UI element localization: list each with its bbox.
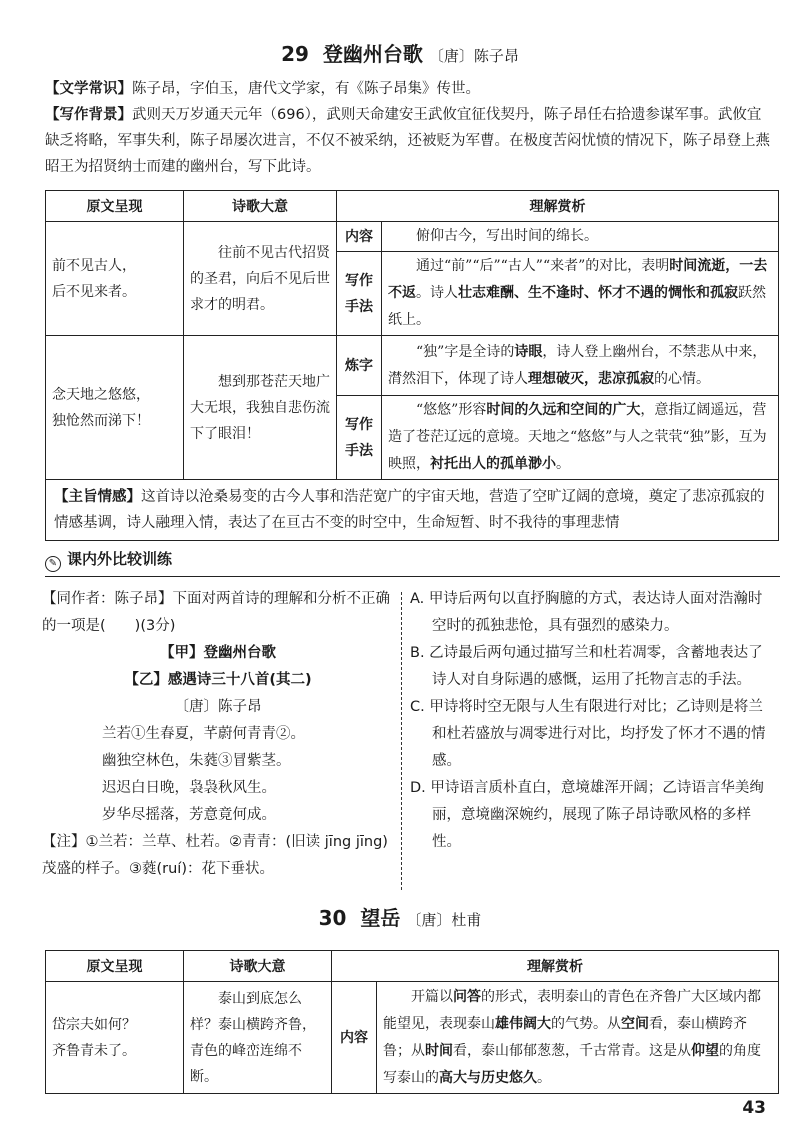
text-run: 。诗人 — [416, 285, 458, 301]
text-run: 跃然纸上。 — [388, 285, 766, 328]
knowledge-tag: 【文学常识】 — [45, 81, 132, 97]
analysis-content — [377, 982, 779, 1094]
theme-text: 这首诗以沧桑易变的古今人事和浩茫宽广的宇宙天地，营造了空旷辽阔的意境，奠定了悲凉孤寂的情感基调，诗人融理入情，表达了在亘古不变的时空中，生命短暂、时不我待的事理悲情 — [54, 489, 765, 531]
text-run: 。 — [556, 456, 570, 472]
text-run: “独”字是全诗的 — [416, 343, 515, 360]
keyword: 衬托出人的孤单渺小 — [430, 456, 556, 472]
background-text: 武则天万岁通天元年（696），武则天命建安王武攸宜征伐契丹，陈子昂任右拾遗参谋军事。武攸宜缺乏将略，军事失利，陈子昂屡次进言，不仅不被采纳，还被贬为军曹。在极度苦闷忧愤的情况下，陈子昂登上燕昭王为招贤纳士而建的幽州台，写下此诗。 — [45, 107, 770, 175]
exercise-options — [410, 586, 770, 856]
meaning-text-1: 往前不见古代招贤的圣君，向后不见后世求才的明君。 — [184, 222, 337, 336]
original-line: 前不见古人， — [52, 257, 136, 274]
analysis-technique-2 — [382, 396, 779, 480]
original-line: 岱宗夫如何？ — [52, 1016, 136, 1033]
poem-29-table — [45, 190, 779, 541]
exercise-left-column — [42, 586, 394, 883]
keyword: 理想破灭，悲凉孤寂 — [528, 370, 654, 387]
writing-background — [45, 102, 775, 180]
text-run: 看，泰山郁郁葱葱，千古常青。这是从 — [453, 1042, 691, 1059]
text-run: 的形式，表明泰山的青色在齐鲁广大区域内都能望见，表现泰山 — [383, 988, 761, 1032]
analysis-content: 俯仰古今，写出时间的绵长。 — [382, 222, 779, 252]
keyword: 壮志难酬、生不逢时、怀才不遇的惆怅和孤寂 — [458, 285, 738, 301]
column-divider — [401, 592, 402, 890]
poem-title: 望岳 — [360, 906, 401, 930]
text-run: 看，泰山横跨齐鲁；从 — [383, 1015, 747, 1059]
section-heading — [45, 548, 780, 577]
original-line: 独怆然而涕下！ — [52, 412, 150, 429]
table-row — [46, 480, 779, 541]
poem-author: 〔唐〕杜甫 — [406, 911, 482, 929]
section-title: 课内外比较训练 — [67, 550, 173, 568]
header-meaning: 诗歌大意 — [184, 191, 337, 222]
header-original: 原文呈现 — [46, 951, 184, 982]
header-meaning: 诗歌大意 — [184, 951, 332, 982]
poem-b-line: 兰若①生春夏，芊蔚何青青②。 — [102, 726, 305, 742]
page-title-poem-29 — [0, 38, 800, 67]
text-run: “悠悠”形容 — [416, 402, 487, 418]
poem-a-title: 【甲】登幽州台歌 — [160, 645, 276, 661]
text-run: 。 — [537, 1069, 551, 1086]
meaning-text-1: 泰山到底怎么样？泰山横跨齐鲁，青色的峰峦连绵不断。 — [184, 982, 332, 1094]
text-run: 的心情。 — [654, 370, 710, 387]
original-text-2 — [46, 336, 184, 480]
exercise-prompt: 【同作者：陈子昂】下面对两首诗的理解和分析不正确的一项是( )(3分) — [42, 591, 390, 634]
option-b[interactable]: B. 乙诗最后两句通过描写兰和杜若凋零，含蓄地表达了诗人对自身际遇的感慨，运用了托物言志的手法。 — [410, 645, 763, 688]
table-header-row — [46, 951, 779, 982]
keyword: 空间 — [621, 1015, 649, 1032]
original-text-1 — [46, 222, 184, 336]
poem-number: 30 — [318, 906, 347, 930]
analysis-technique — [382, 252, 779, 336]
option-d[interactable]: D. 甲诗语言质朴直白，意境雄浑开阔；乙诗语言华美绚丽，意境幽深婉约，展现了陈子昂诗歌风格的多样性。 — [410, 780, 764, 850]
header-analysis: 理解赏析 — [337, 191, 779, 222]
table-row — [46, 982, 779, 1094]
theme-summary — [46, 480, 779, 541]
original-text-1 — [46, 982, 184, 1094]
original-line: 念天地之悠悠， — [52, 386, 150, 403]
table-row — [46, 336, 779, 396]
text-run: ，诗人登上幽州台，不禁悲从中来，潸然泪下，体现了诗人 — [388, 343, 767, 387]
keyword: 高大与历史悠久 — [439, 1069, 537, 1086]
keyword: 时间 — [425, 1042, 453, 1059]
original-line: 齐鲁青未了。 — [52, 1042, 136, 1059]
original-line: 后不见来者。 — [52, 283, 136, 300]
label-word-choice: 炼字 — [337, 336, 382, 396]
poem-30-table — [45, 950, 779, 1094]
keyword: 时间流逝，一去不返 — [388, 258, 768, 301]
label-content: 内容 — [332, 982, 377, 1094]
poem-b-title: 【乙】感遇诗三十八首(其二) — [124, 672, 312, 688]
theme-tag: 【主旨情感】 — [54, 489, 141, 505]
text-run: 通过“前”“后”“古人”“来者”的对比，表明 — [416, 258, 670, 274]
page-number: 43 — [742, 1098, 766, 1118]
page-title-poem-30 — [0, 902, 800, 931]
analysis-word-choice — [382, 336, 779, 396]
poem-b-line: 岁华尽摇落，芳意竟何成。 — [102, 807, 276, 823]
knowledge-text: 陈子昂，字伯玉，唐代文学家，有《陈子昂集》传世。 — [132, 81, 480, 97]
poem-b-author: 〔唐〕陈子昂 — [174, 699, 262, 715]
label-content: 内容 — [337, 222, 382, 252]
table-row — [46, 222, 779, 252]
keyword: 雄伟阔大 — [495, 1015, 551, 1032]
header-original: 原文呈现 — [46, 191, 184, 222]
option-a[interactable]: A. 甲诗后两句以直抒胸臆的方式，表达诗人面对浩瀚时空时的孤独悲怆，具有强烈的感染力。 — [410, 591, 763, 634]
table-header-row — [46, 191, 779, 222]
poem-b-notes: 【注】①兰若：兰草、杜若。②青青：(旧读 jīng jīng)茂盛的样子。③蕤(ruí)：花下垂状。 — [42, 834, 388, 877]
poem-b-line: 迟迟白日晚，袅袅秋风生。 — [102, 780, 276, 796]
poem-title: 登幽州台歌 — [322, 42, 423, 66]
label-technique: 写作手法 — [337, 252, 382, 336]
keyword: 时间的久远和空间的广大 — [486, 402, 641, 418]
background-tag: 【写作背景】 — [45, 107, 132, 123]
keyword: 仰望 — [691, 1042, 719, 1059]
keyword: 问答 — [453, 988, 481, 1005]
label-technique-2: 写作手法 — [337, 396, 382, 480]
text-run: 开篇以 — [411, 988, 453, 1005]
text-run: ，意指辽阔遥远，营造了苍茫辽远的意境。天地之“悠悠”与人之茕茕“独”影，互为映照， — [388, 402, 767, 472]
literature-knowledge — [45, 76, 775, 102]
text-run: 的气势。从 — [551, 1015, 621, 1032]
pencil-circle-icon: ✎ — [45, 556, 61, 572]
text-run: 的角度写泰山的 — [383, 1042, 761, 1086]
option-c[interactable]: C. 甲诗将时空无限与人生有限进行对比；乙诗则是将兰和杜若盛放与凋零进行对比，均抒发了怀才不遇的情感。 — [410, 699, 766, 769]
meaning-text-2: 想到那苍茫天地广大无垠，我独自悲伤流下了眼泪！ — [184, 336, 337, 480]
poem-number: 29 — [281, 42, 309, 66]
poem-b-line: 幽独空林色，朱蕤③冒紫茎。 — [102, 753, 291, 769]
header-analysis: 理解赏析 — [332, 951, 779, 982]
keyword: 诗眼 — [514, 343, 543, 360]
poem-author: 〔唐〕陈子昂 — [428, 47, 519, 65]
